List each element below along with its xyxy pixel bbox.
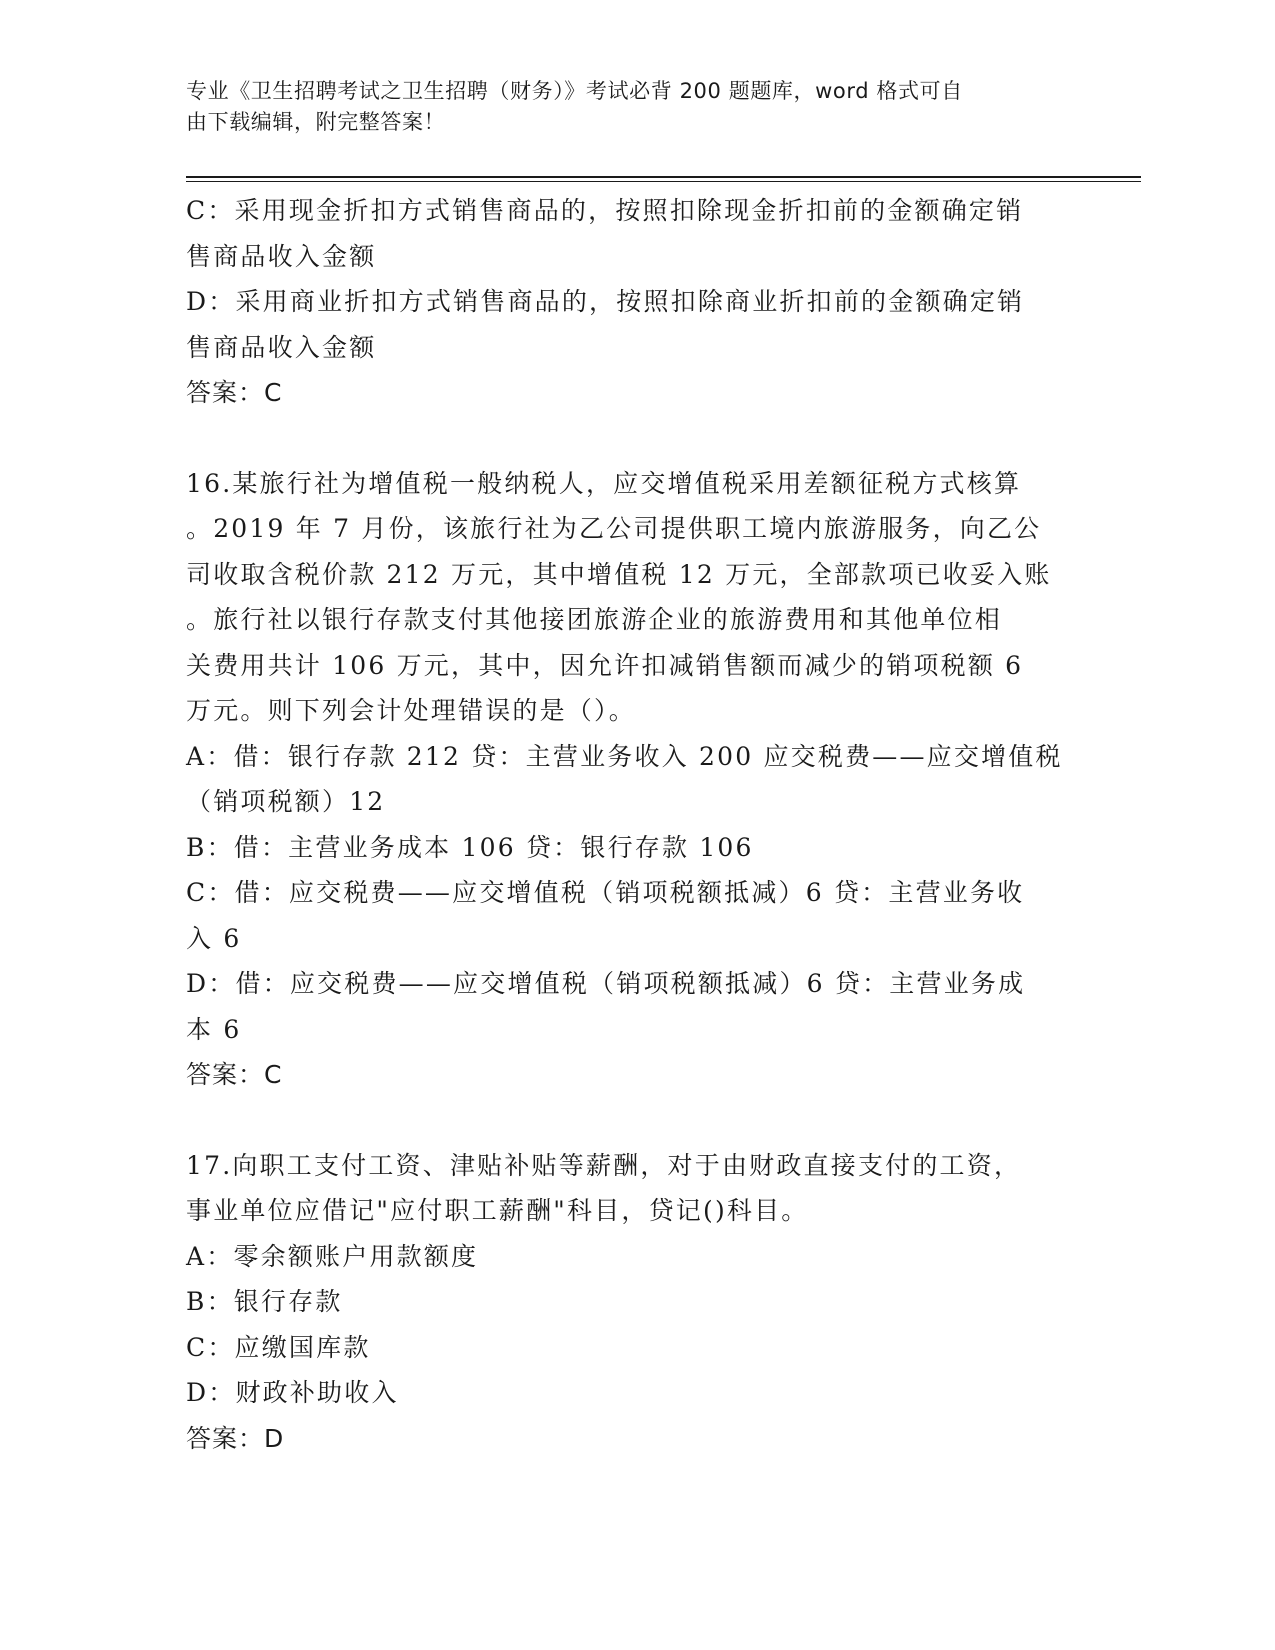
option-b-line: B：借：主营业务成本 106 贷：银行存款 106 <box>186 832 754 862</box>
option-d-line: D：财政补助收入 <box>186 1378 399 1407</box>
document-body <box>186 188 1066 1461</box>
previous-question <box>186 188 1066 416</box>
header-line: 由下载编辑，附完整答案！ <box>186 110 446 134</box>
question-stem-line: 16.某旅行社为增值税一般纳税人，应交增值税采用差额征税方式核算 <box>186 468 1022 498</box>
question-stem-line: 司收取含税价款 212 万元，其中增值税 12 万元，全部款项已收妥入账 <box>186 559 1052 589</box>
question-16 <box>186 461 1066 1098</box>
option-a-line: A：零余额账户用款额度 <box>186 1241 479 1271</box>
option-b-line: B：银行存款 <box>186 1287 343 1316</box>
question-stem-line: 关费用共计 106 万元，其中，因允许扣减销售额而减少的销项税额 6 <box>186 650 1024 680</box>
option-d-line: 本 6 <box>186 1014 242 1044</box>
answer-label: 答案：D <box>186 1423 285 1453</box>
option-c-line: C：应缴国库款 <box>186 1332 371 1362</box>
question-stem-line: 17.向职工支付工资、津贴补贴等薪酬，对于由财政直接支付的工资， <box>186 1150 1022 1180</box>
header-line: 专业《卫生招聘考试之卫生招聘（财务）》考试必背 200 题题库，word 格式可自 <box>186 79 963 103</box>
option-c-line: 入 6 <box>186 923 242 953</box>
question-17 <box>186 1143 1066 1462</box>
header-divider-thin <box>186 181 1141 182</box>
question-stem-line: 。旅行社以银行存款支付其他接团旅游企业的旅游费用和其他单位相 <box>186 605 1003 634</box>
document-header <box>186 76 1066 138</box>
option-c-line: 售商品收入金额 <box>186 241 377 271</box>
option-a-line: （销项税额）12 <box>186 787 386 816</box>
spacer <box>186 1098 1066 1143</box>
spacer <box>186 416 1066 461</box>
answer-label: 答案：C <box>186 378 283 407</box>
option-d-line: 售商品收入金额 <box>186 332 377 362</box>
option-c-line: C：采用现金折扣方式销售商品的，按照扣除现金折扣前的金额确定销 <box>186 196 1024 225</box>
option-d-line: D：借：应交税费——应交增值税（销项税额抵减）6 贷：主营业务成 <box>186 969 1026 998</box>
answer-label: 答案：C <box>186 1060 283 1089</box>
question-stem-line: 。2019 年 7 月份，该旅行社为乙公司提供职工境内旅游服务，向乙公 <box>186 514 1042 543</box>
option-c-line: C：借：应交税费——应交增值税（销项税额抵减）6 贷：主营业务收 <box>186 878 1025 907</box>
option-d-line: D：采用商业折扣方式销售商品的，按照扣除商业折扣前的金额确定销 <box>186 287 1025 316</box>
question-stem-line: 事业单位应借记"应付职工薪酬"科目，贷记()科目。 <box>186 1196 809 1225</box>
question-stem-line: 万元。则下列会计处理错误的是（）。 <box>186 696 636 725</box>
option-a-line: A：借：银行存款 212 贷：主营业务收入 200 应交税费——应交增值税 <box>186 741 1063 771</box>
header-divider-thick <box>186 176 1141 178</box>
